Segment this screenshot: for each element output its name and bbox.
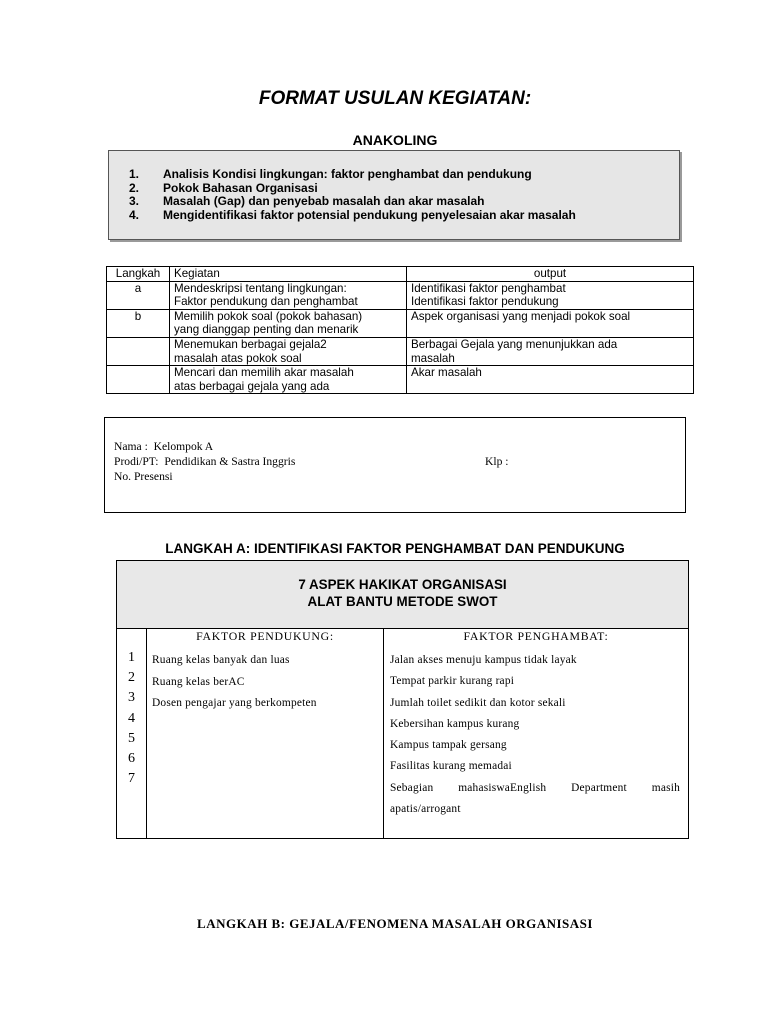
list-item-text: Mengidentifikasi faktor potensial pendukung penyelesaian akar masalah (163, 207, 576, 222)
cell-line: Memilih pokok soal (pokok bahasan) (174, 309, 363, 323)
list-item-number: 3. (129, 194, 140, 208)
steps-table (106, 266, 694, 394)
inhibiting-factors-header: FAKTOR PENGHAMBAT: (463, 629, 609, 643)
column-divider (146, 628, 147, 838)
column-header-activity: Kegiatan (170, 267, 407, 282)
swot-header-line-2: ALAT BANTU METODE SWOT (307, 594, 498, 609)
klp-label: Klp : (485, 455, 509, 468)
presensi-line: No. Presensi (114, 470, 173, 483)
output-cell (407, 337, 694, 365)
cell-line: yang dianggap penting dan menarik (174, 323, 359, 337)
aspect-number: 4 (128, 710, 135, 726)
output-cell (407, 309, 694, 337)
activity-cell (170, 281, 407, 309)
aspect-number: 2 (128, 670, 135, 686)
aspect-number: 1 (128, 650, 135, 665)
list-item (129, 182, 679, 196)
supporting-factors-list (152, 650, 380, 715)
list-item-text: Pokok Bahasan Organisasi (163, 180, 318, 195)
table-row (107, 366, 694, 394)
cell-line: atas berbagai gejala yang ada (174, 379, 330, 393)
anakoling-heading: ANAKOLING (352, 132, 438, 148)
output-cell (407, 366, 694, 394)
cell-line: masalah atas pokok soal (174, 351, 302, 365)
list-item-number: 4. (129, 207, 140, 222)
list-item (129, 195, 679, 209)
cell-line: Mencari dan memilih akar masalah (174, 366, 354, 380)
cell-line: Faktor pendukung dan penghambat (174, 295, 358, 309)
step-cell: a (107, 281, 170, 309)
column-header-step: Langkah (107, 267, 170, 282)
activity-cell (170, 337, 407, 365)
list-item (129, 168, 679, 182)
cell-line: Akar masalah (411, 366, 482, 380)
activity-cell (170, 366, 407, 394)
list-item: Tempat parkir kurang rapi (390, 675, 515, 688)
list-item: Fasilitas kurang memadai (390, 760, 512, 773)
aspect-number: 7 (128, 771, 135, 787)
activity-cell (170, 309, 407, 337)
list-item-text: Masalah (Gap) dan penyebab masalah dan akar masalah (163, 194, 485, 208)
step-cell (107, 337, 170, 365)
supporting-factors-header: FAKTOR PENDUKUNG: (196, 629, 334, 643)
column-divider (383, 628, 384, 838)
cell-line (411, 380, 689, 394)
column-header-output: output (407, 267, 694, 282)
anakoling-box (108, 150, 680, 240)
list-item: Kampus tampak gersang (390, 739, 507, 752)
section-b-title: LANGKAH B: GEJALA/FENOMENA MASALAH ORGANISASI (197, 916, 593, 931)
aspect-numbers (117, 648, 146, 789)
cell-line: Menemukan berbagai gejala2 (174, 337, 327, 351)
section-a-title: LANGKAH A: IDENTIFIKASI FAKTOR PENGHAMBAT DAN PENDUKUNG (165, 541, 625, 556)
aspect-number: 6 (128, 751, 135, 767)
swot-header (117, 561, 688, 629)
list-item: Jumlah toilet sedikit dan kotor sekali (390, 696, 566, 709)
cell-line: Mendeskripsi tentang lingkungan: (174, 281, 347, 295)
output-cell (407, 281, 694, 309)
cell-line: Aspek organisasi yang menjadi pokok soal (411, 309, 631, 323)
list-item: Sebagian mahasiswaEnglish Department masih (390, 781, 680, 794)
list-item: Dosen pengajar yang berkompeten (152, 697, 317, 709)
list-item: apatis/arrogant (390, 803, 461, 816)
step-cell: b (107, 309, 170, 337)
list-item-number: 1. (129, 167, 140, 181)
name-line: Nama : Kelompok A (114, 440, 214, 453)
table-row (107, 281, 694, 309)
list-item-text: Analisis Kondisi lingkungan: faktor penghambat dan pendukung (163, 167, 532, 181)
cell-line (411, 323, 689, 337)
list-item: Jalan akses menuju kampus tidak layak (390, 654, 577, 666)
prodi-line: Prodi/PT: Pendidikan & Sastra Inggris (114, 455, 296, 468)
cell-line: Identifikasi faktor penghambat (411, 281, 566, 295)
identity-box (104, 417, 686, 513)
cell-line: Identifikasi faktor pendukung (411, 295, 559, 309)
step-cell (107, 366, 170, 394)
swot-table (116, 560, 689, 839)
list-item (129, 209, 679, 223)
inhibiting-factors-list (390, 650, 680, 820)
page-title: FORMAT USULAN KEGIATAN: (258, 88, 532, 109)
list-item: Ruang kelas berAC (152, 675, 245, 688)
table-header-row (107, 267, 694, 282)
list-item: Ruang kelas banyak dan luas (152, 654, 290, 666)
table-row (107, 309, 694, 337)
aspect-number: 5 (128, 730, 135, 746)
list-item: Kebersihan kampus kurang (390, 717, 520, 730)
cell-line: Berbagai Gejala yang menunjukkan ada (411, 337, 618, 351)
list-item-number: 2. (129, 180, 140, 195)
swot-header-line-1: 7 ASPEK HAKIKAT ORGANISASI (298, 577, 507, 592)
aspect-number: 3 (128, 690, 135, 706)
table-row (107, 337, 694, 365)
cell-line: masalah (411, 351, 455, 365)
anakoling-list (109, 151, 679, 222)
